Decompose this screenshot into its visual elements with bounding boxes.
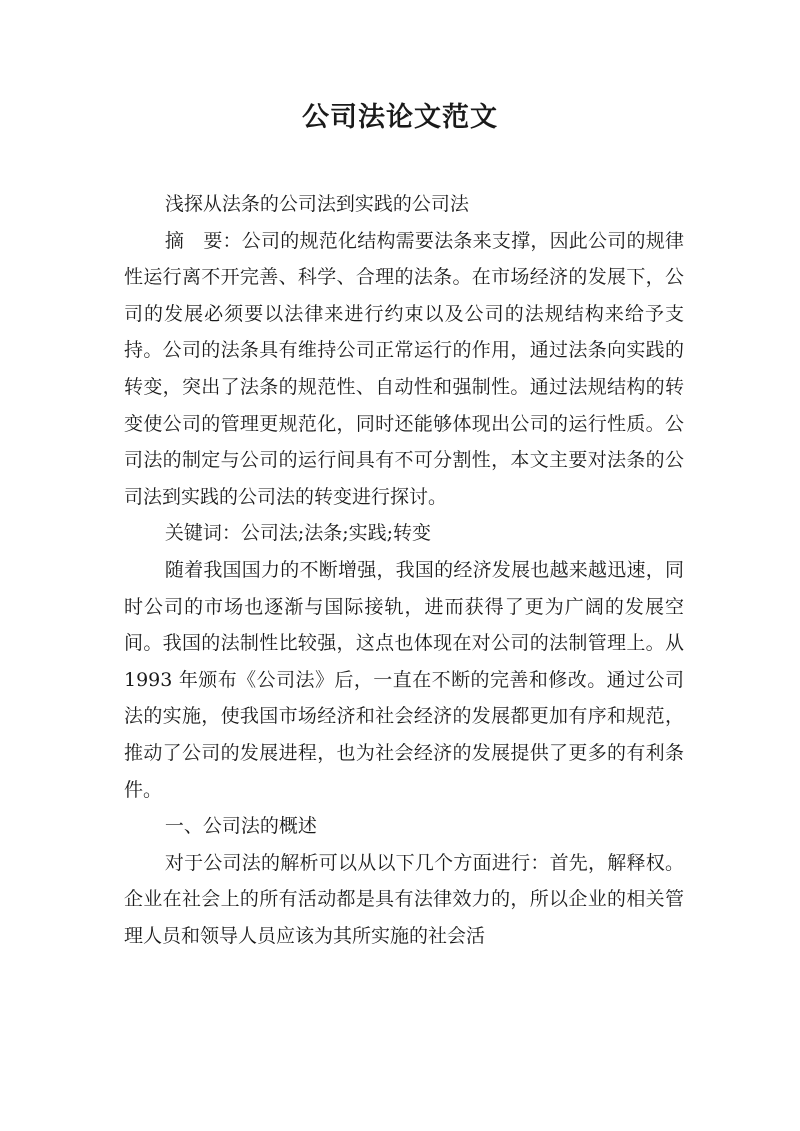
keywords-line: 关键词：公司法;法条;实践;转变	[164, 522, 432, 545]
section-paragraph: 对于公司法的解析可以从以下几个方面进行：首先，解释权。企业在社会上的所有活动都是具有法律效力的，所以企业的相关管理人员和领导人员应该为其所实施的社会活	[124, 851, 684, 947]
subtitle: 浅探从法条的公司法到实践的公司法	[164, 193, 469, 215]
document-body	[124, 186, 684, 954]
section-heading: 一、公司法的概述	[164, 815, 317, 838]
document-title: 公司法论文范文	[302, 102, 498, 133]
abstract-paragraph: 摘 要：公司的规范化结构需要法条来支撑，因此公司的规律性运行离不开完善、科学、合理的法条。在市场经济的发展下，公司的发展必须要以法律来进行约束以及公司的法规结构来给予支持。公司的法条具有维持公司正常运行的作用，通过法条向实践的转变，突出了法条的规范性、自动性和强制性。通过法规结构的转变使公司的管理更规范化，同时还能够体现出公司的运行性质。公司法的制定与公司的运行间具有不可分割性，本文主要对法条的公司法到实践的公司法的转变进行探讨。	[124, 229, 684, 508]
intro-paragraph: 随着我国国力的不断增强，我国的经济发展也越来越迅速，同时公司的市场也逐渐与国际接轨，进而获得了更为广阔的发展空间。我国的法制性比较强，这点也体现在对公司的法制管理上。从 1993 年颁布《公司法》后，一直在不断的完善和修改。通过公司法的实施，使我国市场经济和社会经济的发展都更加有序和规范，推动了公司的发展进程，也为社会经济的发展提供了更多的有利条件。	[124, 558, 684, 801]
